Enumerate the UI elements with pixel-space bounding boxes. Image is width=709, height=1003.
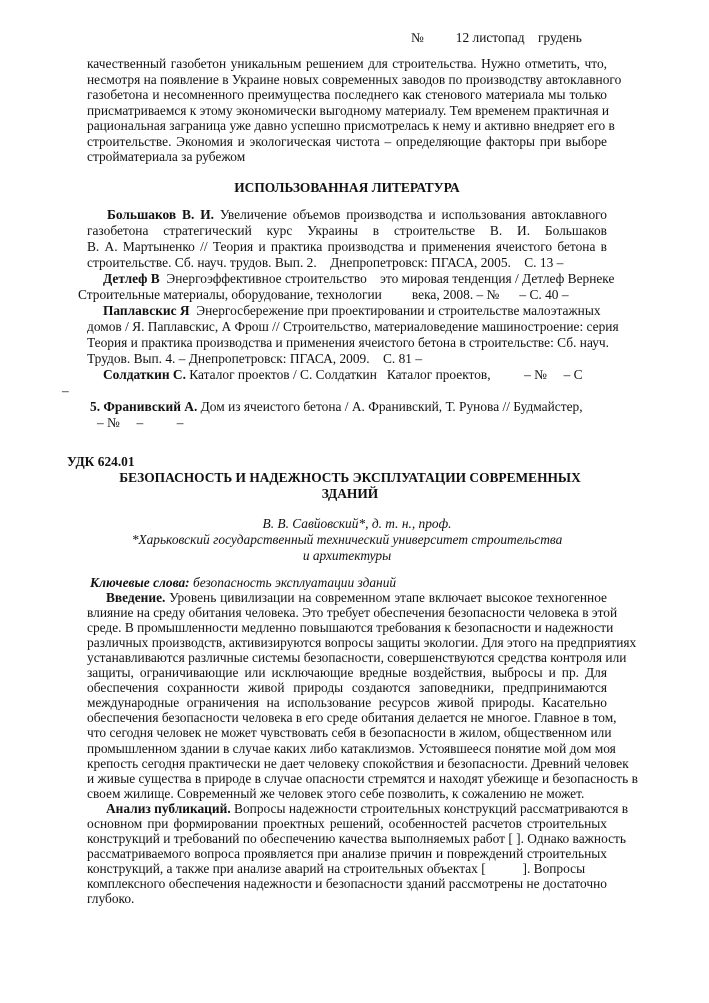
text-line: устанавливаются различные системы безопасности, совершенствуются средства контроля или xyxy=(87,649,627,665)
text-line: рациональная заграница уже давно успешно присмотрелась к нему и активно внедряет его в xyxy=(87,118,615,133)
references-list xyxy=(62,206,619,431)
issue-date: 12 листопад грудень xyxy=(455,30,582,45)
reference-item xyxy=(87,399,607,431)
text-line: Трудов. Вып. 4. – Днепропетровск: ПГАСА, 2009. С. 81 – xyxy=(87,350,423,366)
text-line: Вопросы надежности строительных конструкций рассматриваются в xyxy=(230,800,629,816)
issue-number-sign: № xyxy=(411,30,424,45)
reference-item xyxy=(62,366,607,399)
text-line: обеспечения безопасности человека в его среде обитания делается не многое. Главное в том, xyxy=(87,710,617,726)
article-author: В. В. Савйовский*, д. т. н., проф. xyxy=(262,515,452,531)
reference-item xyxy=(87,207,607,271)
reference-author: Большаков В. И. xyxy=(107,206,214,222)
reference-author: 5. Франивский А. xyxy=(90,398,198,414)
text-line: и живые существа в природе в случае опасности стремятся и находят убежище и безопасность в xyxy=(87,770,638,786)
document-page xyxy=(0,30,709,907)
reference-author: Солдаткин С. xyxy=(103,366,186,382)
text-line: рассматриваемого вопроса проявляется при анализе причин и повреждений строительных xyxy=(87,846,607,862)
text-line: газобетона стратегический курс Украины в строительстве В. И. Большаков xyxy=(87,222,607,238)
affiliation-line: *Харьковский государственный технический университет строительства xyxy=(131,531,563,547)
text-line: основном при формировании проектных решений, особенностей расчетов строительных xyxy=(87,816,607,831)
text-line: – № – – xyxy=(97,414,184,430)
article-body xyxy=(87,574,638,907)
text-line: газобетона и несомненного преимущества последнего как стенового материала мы только xyxy=(87,87,607,102)
text-line: своем жилище. Современный же человек этого себе позволить, к сожалению не может. xyxy=(87,785,585,801)
text-line: защиты, ограничивающие или исключающие вредные воздействия, выбросы и пр. Для xyxy=(87,665,607,681)
keywords-value: безопасность эксплуатации зданий xyxy=(189,574,397,590)
analysis-label: Анализ публикаций. xyxy=(106,800,231,816)
text-line: что сегодня человек не может чувствовать себя в безопасности в жилом, общественном или xyxy=(87,725,612,741)
affiliation-line: и архитектуры xyxy=(302,547,392,563)
page-header xyxy=(411,30,709,46)
text-line: обеспечения сохранности живой природы создаются заповедники, предпринимаются xyxy=(87,680,607,696)
reference-item xyxy=(87,302,619,367)
text-line: глубоко. xyxy=(87,891,135,907)
affiliation xyxy=(87,532,607,564)
article-title xyxy=(67,470,633,502)
references-heading: ИСПОЛЬЗОВАННАЯ ЛИТЕРАТУРА xyxy=(234,179,460,195)
text-line: присматриваемся к этому экономически выгодному материалу. Тем временем практичная и xyxy=(87,102,610,118)
text-line: промышленном здании в случае каких либо катаклизмов. Устоявшееся понятие мой дом моя xyxy=(87,740,616,756)
text-line: домов / Я. Паплавскис, А Фрош // Строительство, материаловедение машиностроение: серия xyxy=(87,318,619,334)
text-line: Строительные материалы, оборудование, технологии века, 2008. – № – С. 40 – xyxy=(78,286,569,302)
text-line: международные ограничения на использование ресурсов живой природы. Касательно xyxy=(87,695,607,711)
text-line: Теория и практика производства и применения ячеистого бетона в строительстве: Сб. науч. xyxy=(87,334,609,350)
text-line: конструкций и требований по обеспечению качества выполняемых работ [ ]. Однако важность xyxy=(87,831,626,847)
continuation-paragraph xyxy=(87,56,622,165)
reference-item xyxy=(78,270,615,303)
text-line: влияние на среду обитания человека. Это требует обеспечения безопасности человека в этой xyxy=(87,604,618,620)
text-line: Энергоэффективное строительство это мировая тенденция / Детлеф Вернеке xyxy=(159,270,615,286)
reference-author: Паплавскис Я xyxy=(103,302,190,318)
text-line: – xyxy=(62,382,69,398)
text-line: Каталог проектов / С. Солдаткин Каталог проектов, – № – С xyxy=(185,366,583,382)
title-line: БЕЗОПАСНОСТЬ И НАДЕЖНОСТЬ ЭКСПЛУАТАЦИИ СОВРЕМЕННЫХ xyxy=(119,469,581,485)
text-line: несмотря на появление в Украине новых современных заводов по производству автоклавного xyxy=(87,71,622,87)
reference-author: Детлеф В xyxy=(103,270,160,286)
text-line: стройматериала за рубежом xyxy=(87,149,246,164)
text-line: качественный газобетон уникальным решением для строительства. Нужно отметить, что, xyxy=(87,56,607,71)
text-line: среде. В промышленности медленно повышаются требования к безопасности и надежности xyxy=(87,619,614,635)
text-line: строительстве. Сб. науч. трудов. Вып. 2. Днепропетровск: ПГАСА, 2005. С. 13 – xyxy=(87,254,564,270)
intro-label: Введение. xyxy=(106,589,166,605)
text-line: Дом из ячеистого бетона / А. Франивский, Т. Рунова // Будмайстер, xyxy=(197,398,583,414)
text-line: Увеличение объемов производства и использования автоклавного xyxy=(214,206,607,222)
text-line: крепость сегодня практически не дает человеку спокойствия и безопасности. Древний человек xyxy=(87,755,629,771)
title-line: ЗДАНИЙ xyxy=(321,485,379,501)
udk-code: УДК 624.01 xyxy=(67,453,135,469)
keywords-label: Ключевые слова: xyxy=(90,574,190,590)
text-line: Уровень цивилизации на современном этапе включает высокое техногенное xyxy=(165,589,607,605)
text-line: различных производств, активизируются вопросы защиты экологии. Для этого на предприятиях xyxy=(87,634,637,650)
text-line: конструкций, а также при анализе аварий на строительных объектах [ ]. Вопросы xyxy=(87,861,586,877)
text-line: строительстве. Экономия и экологическая чистота – определяющие факторы при выборе xyxy=(87,133,607,149)
text-line: Энергосбережение при проектировании и строительстве малоэтажных xyxy=(189,302,601,318)
keywords xyxy=(87,575,607,590)
text-line: комплексного обеспечения надежности и безопасности зданий рассмотрены не достаточно xyxy=(87,876,607,892)
text-line: В. А. Мартыненко // Теория и практика производства и применения ячеистого бетона в xyxy=(87,238,607,254)
